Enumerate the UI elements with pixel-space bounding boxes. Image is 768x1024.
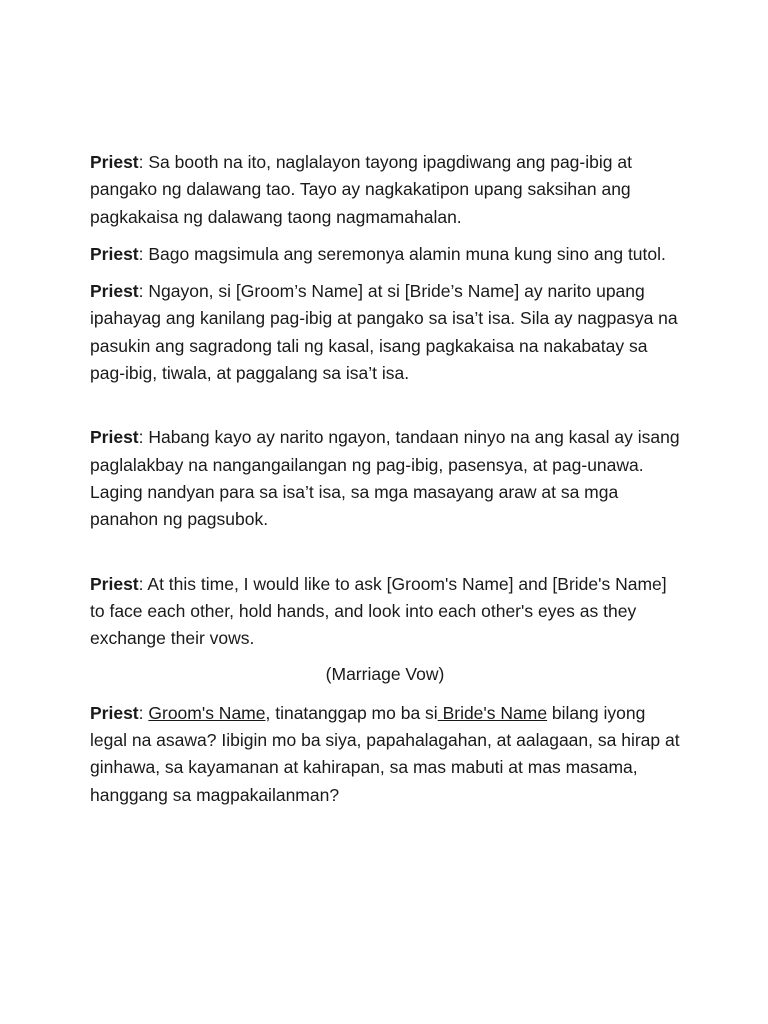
paragraph-text: : Sa booth na ito, naglalayon tayong ipagdiwang ang pag-ibig at pangako ng dalawang tao. Tayo ay nagkakatipon upang saksihan ang pagkakaisa ng dalawang taong nagmamahalan. xyxy=(90,152,632,227)
vow-text-mid: tinatanggap mo ba si xyxy=(270,702,438,723)
document-page xyxy=(90,149,680,809)
speaker-label: Priest xyxy=(90,243,139,264)
vow-text-rest: bilang iyong legal na asawa? Iibigin mo ba siya, papahalagahan, at aalagaan, sa hirap at ginhawa, sa kayamanan at kahirapan, sa mas mabuti at mas masama, hanggang sa magpakailanman? xyxy=(90,702,680,805)
paragraph-exchange-vows xyxy=(90,571,680,653)
paragraph-objection xyxy=(90,241,680,268)
speaker-label: Priest xyxy=(90,573,139,594)
speaker-label: Priest xyxy=(90,281,139,302)
bride-name-placeholder: Bride's Name xyxy=(437,702,548,723)
speaker-label: Priest xyxy=(90,702,139,723)
paragraph-introduction xyxy=(90,278,680,387)
paragraph-text: : Habang kayo ay narito ngayon, tandaan ninyo na ang kasal ay isang paglalakbay na nangangailangan ng pag-ibig, pasensya, at pag-unawa. Laging nandyan para sa isa’t isa, sa mga masayang araw at sa mga panahon ng pagsubok. xyxy=(90,427,680,530)
speaker-label: Priest xyxy=(90,427,139,448)
marriage-vow-heading: (Marriage Vow) xyxy=(325,664,445,685)
paragraph-opening xyxy=(90,149,680,231)
groom-name-placeholder: Groom's Name, xyxy=(148,702,271,723)
vow-colon: : xyxy=(138,702,149,723)
paragraph-reminder xyxy=(90,424,680,533)
paragraph-vow xyxy=(90,700,680,809)
paragraph-text: : Bago magsimula ang seremonya alamin muna kung sino ang tutol. xyxy=(138,243,666,264)
paragraph-text: : Ngayon, si [Groom’s Name] at si [Bride’s Name] ay narito upang ipahayag ang kanilang pag-ibig at pangako sa isa’t isa. Sila ay nagpasya na pasukin ang sagradong tali ng kasal, isang pagkakaisa na nakabatay sa pag-ibig, tiwala, at paggalang sa isa’t isa. xyxy=(90,281,678,384)
paragraph-text: : At this time, I would like to ask [Groom's Name] and [Bride's Name] to face each other, hold hands, and look into each other's eyes as they exchange their vows. xyxy=(90,573,667,649)
speaker-label: Priest xyxy=(90,152,139,172)
